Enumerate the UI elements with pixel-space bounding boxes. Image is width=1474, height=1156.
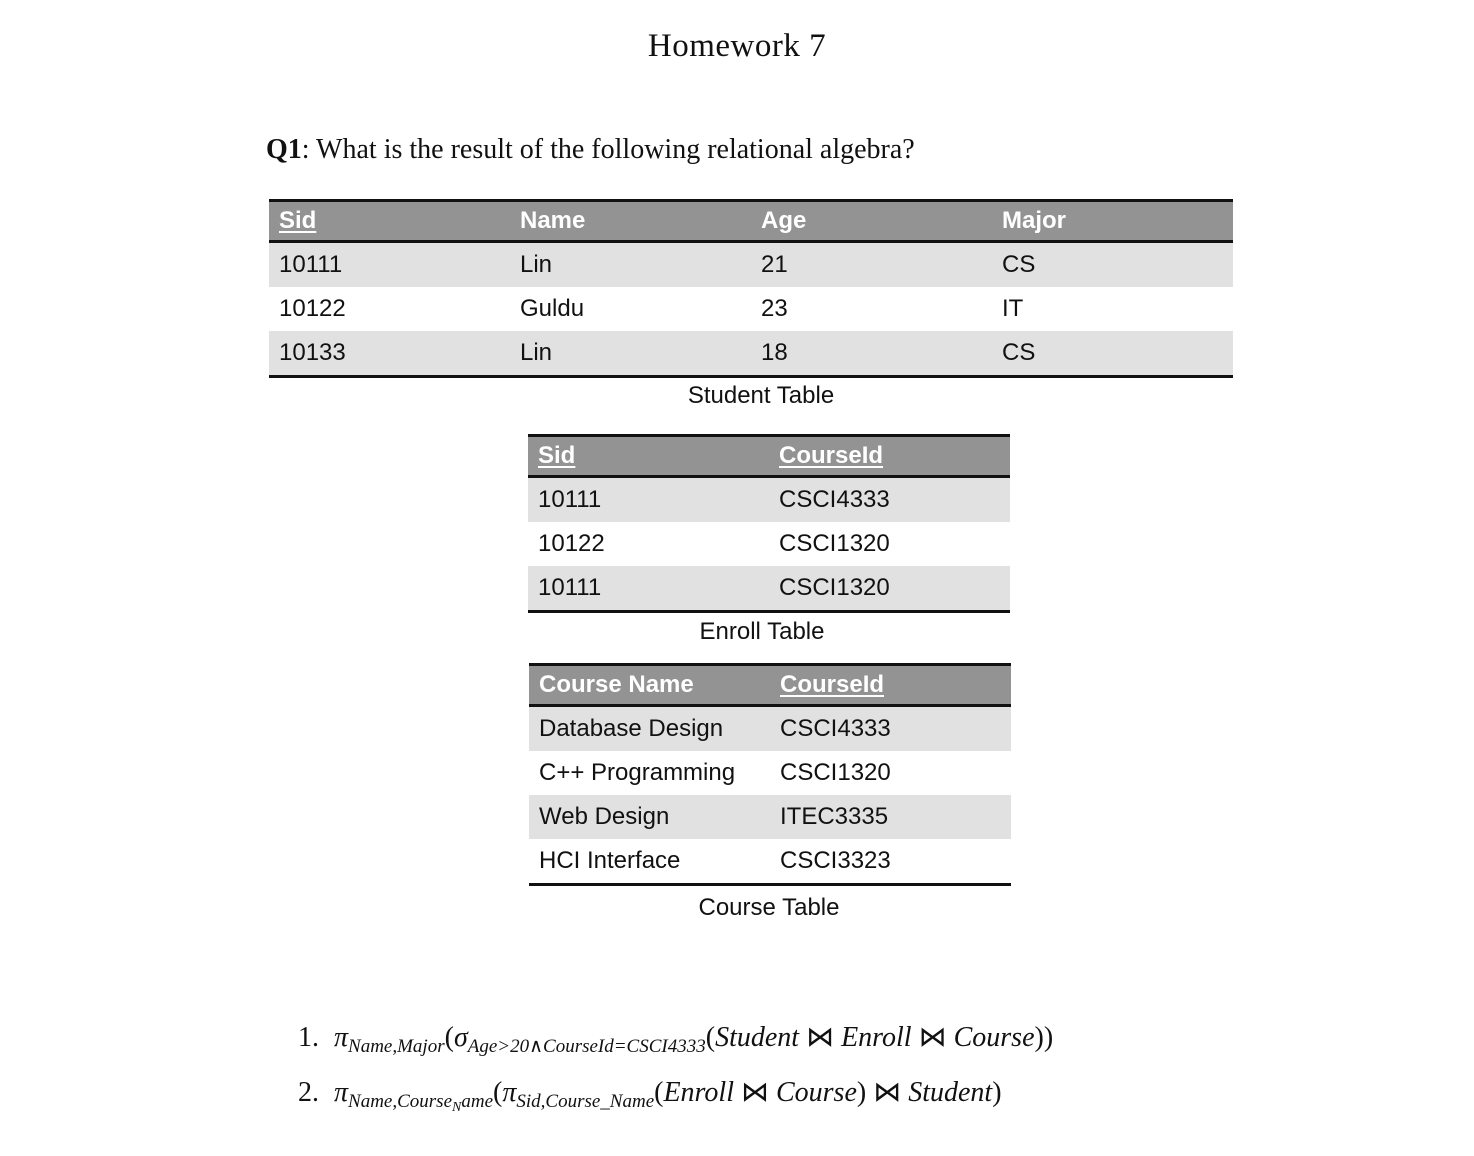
table-cell: 10122	[279, 295, 346, 322]
course-table-caption: Course Table	[698, 894, 840, 921]
projection-attributes: Sid,Course_Name	[516, 1091, 655, 1112]
student-table	[269, 199, 1233, 378]
table-cell: Database Design	[539, 715, 724, 742]
table-cell: IT	[1002, 295, 1024, 322]
enroll-table-caption: Enroll Table	[699, 618, 825, 645]
projection-attributes-rest: ame	[461, 1091, 494, 1112]
table-cell: 10122	[538, 530, 605, 557]
table-header-row	[269, 201, 1233, 242]
column-header-sid: Sid	[269, 201, 510, 242]
table-row	[529, 795, 1011, 839]
table-cell: CS	[992, 331, 1233, 377]
table-cell: 23	[761, 295, 788, 322]
table-row	[269, 242, 1233, 288]
table-row	[529, 839, 1011, 885]
pi-symbol: π	[334, 1022, 349, 1053]
course-table	[529, 663, 1011, 886]
projection-attributes	[348, 1091, 494, 1115]
table-cell: CS	[1002, 251, 1036, 278]
table-cell: CSCI4333	[779, 486, 890, 513]
table-cell: 18	[751, 331, 992, 377]
relation-name: Enroll	[663, 1077, 734, 1108]
table-header-row	[529, 665, 1011, 706]
table-cell: CSCI3323	[770, 839, 1011, 885]
table-cell: ITEC3335	[780, 803, 889, 830]
relation-name: Course	[953, 1022, 1035, 1053]
projection-attributes-subscript: N	[452, 1100, 462, 1115]
pi-symbol: π	[502, 1077, 517, 1108]
table-row	[269, 331, 1233, 377]
expression-1: 1. $\pi_{Name,Major}(\sigma_{Age>20\wedge CourseId=CSCI4333}(Student$ ⋈ Enroll ⋈ Course))	[298, 1022, 1054, 1057]
relation-name: Student	[908, 1077, 993, 1108]
table-cell: 21	[761, 251, 788, 278]
table-cell: CSCI1320	[779, 530, 890, 557]
pi-symbol: π	[334, 1077, 349, 1108]
table-row	[529, 751, 1011, 795]
table-cell: CSCI1320	[780, 759, 891, 786]
column-header-sid: Sid	[528, 436, 769, 477]
table-cell: 10111	[279, 251, 343, 278]
question-label: Q1	[266, 134, 302, 165]
table-cell: Web Design	[539, 803, 670, 830]
relation-name: Student	[715, 1022, 800, 1053]
selection-condition: Age>20∧CourseId=CSCI4333	[467, 1036, 706, 1057]
question-text: : What is the result of the following relational algebra?	[301, 134, 915, 165]
column-header-courseid: CourseId	[769, 436, 1010, 477]
projection-attributes: Name,Major	[348, 1036, 445, 1057]
question-q1	[266, 134, 915, 166]
table-cell: Guldu	[520, 295, 585, 322]
table-cell: Lin	[520, 251, 553, 278]
join-symbol: ⋈	[740, 1077, 769, 1108]
table-cell: 10111	[538, 486, 602, 513]
expression-2: 2. $\pi_{Name,Course_Name}(\pi_{Sid,Course\_Name}(Enroll$ ⋈ Course) ⋈ Student)	[298, 1077, 1002, 1115]
list-number: 1.	[298, 1022, 319, 1053]
enroll-table	[528, 434, 1010, 613]
table-row	[529, 706, 1011, 752]
table-cell: 10133	[269, 331, 510, 377]
table-row	[528, 522, 1010, 566]
table-cell: CSCI1320	[769, 566, 1010, 612]
list-number: 2.	[298, 1077, 319, 1108]
relation-name: Course	[775, 1077, 857, 1108]
table-cell: CSCI4333	[780, 715, 891, 742]
table-header-row	[528, 436, 1010, 477]
table-row	[528, 566, 1010, 612]
join-symbol: ⋈	[806, 1022, 835, 1053]
column-header-course-name: Course Name	[529, 665, 770, 706]
column-header-name: Name	[510, 201, 751, 242]
table-cell: HCI Interface	[529, 839, 770, 885]
column-header-major: Major	[992, 201, 1233, 242]
table-row	[528, 477, 1010, 523]
table-cell: C++ Programming	[539, 759, 736, 786]
column-header-courseid: CourseId	[770, 665, 1011, 706]
join-symbol: ⋈	[873, 1077, 902, 1108]
table-cell: Lin	[510, 331, 751, 377]
sigma-symbol: σ	[453, 1022, 468, 1053]
document-title: Homework 7	[647, 28, 827, 64]
join-symbol: ⋈	[918, 1022, 947, 1053]
projection-attributes-main: Name,Course	[348, 1091, 453, 1112]
table-cell: 10111	[528, 566, 769, 612]
table-row	[269, 287, 1233, 331]
column-header-age: Age	[751, 201, 992, 242]
relation-name: Enroll	[841, 1022, 912, 1053]
student-table-caption: Student Table	[687, 382, 835, 409]
